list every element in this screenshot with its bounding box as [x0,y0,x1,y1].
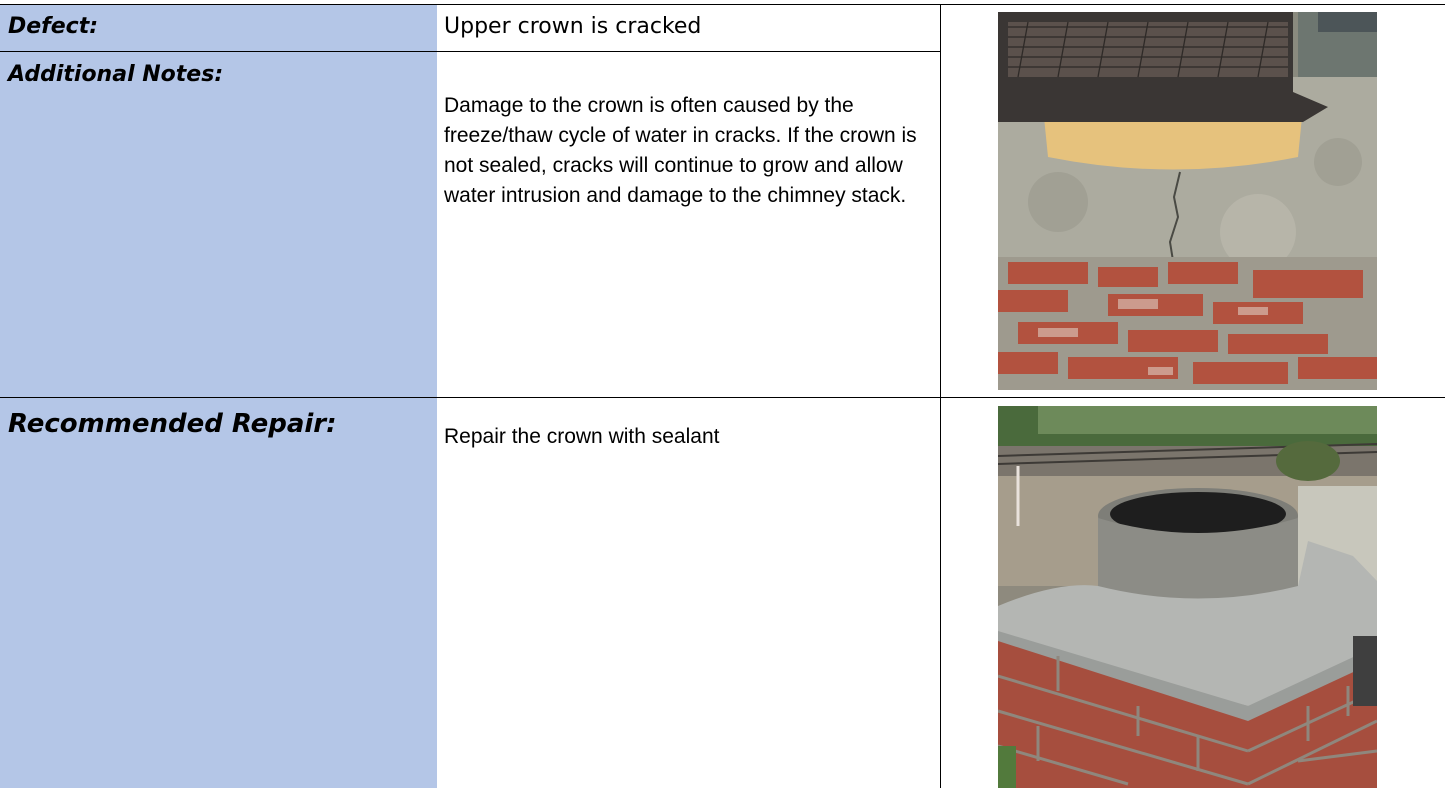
table-top-border [0,4,1445,5]
sealed-chimney-crown-photo [998,406,1377,788]
additional-notes-value: Damage to the crown is often caused by the freeze/thaw cycle of water in cracks. If the crown is not sealed, cracks will continue to grow and allow water intrusion and damage to the chimney stack. [444,94,917,207]
defect-label: Defect: [8,14,99,39]
column-divider [940,4,941,788]
row-divider-defect [0,51,941,52]
additional-notes-label: Additional Notes: [8,62,224,87]
cracked-chimney-crown-photo [998,12,1377,390]
defect-value: Upper crown is cracked [444,14,702,39]
recommended-repair-label: Recommended Repair: [8,409,337,439]
repair-label-cell [0,398,437,788]
row-divider-notes [0,397,1445,398]
recommended-repair-value: Repair the crown with sealant [444,425,720,448]
notes-label-cell [0,52,437,397]
